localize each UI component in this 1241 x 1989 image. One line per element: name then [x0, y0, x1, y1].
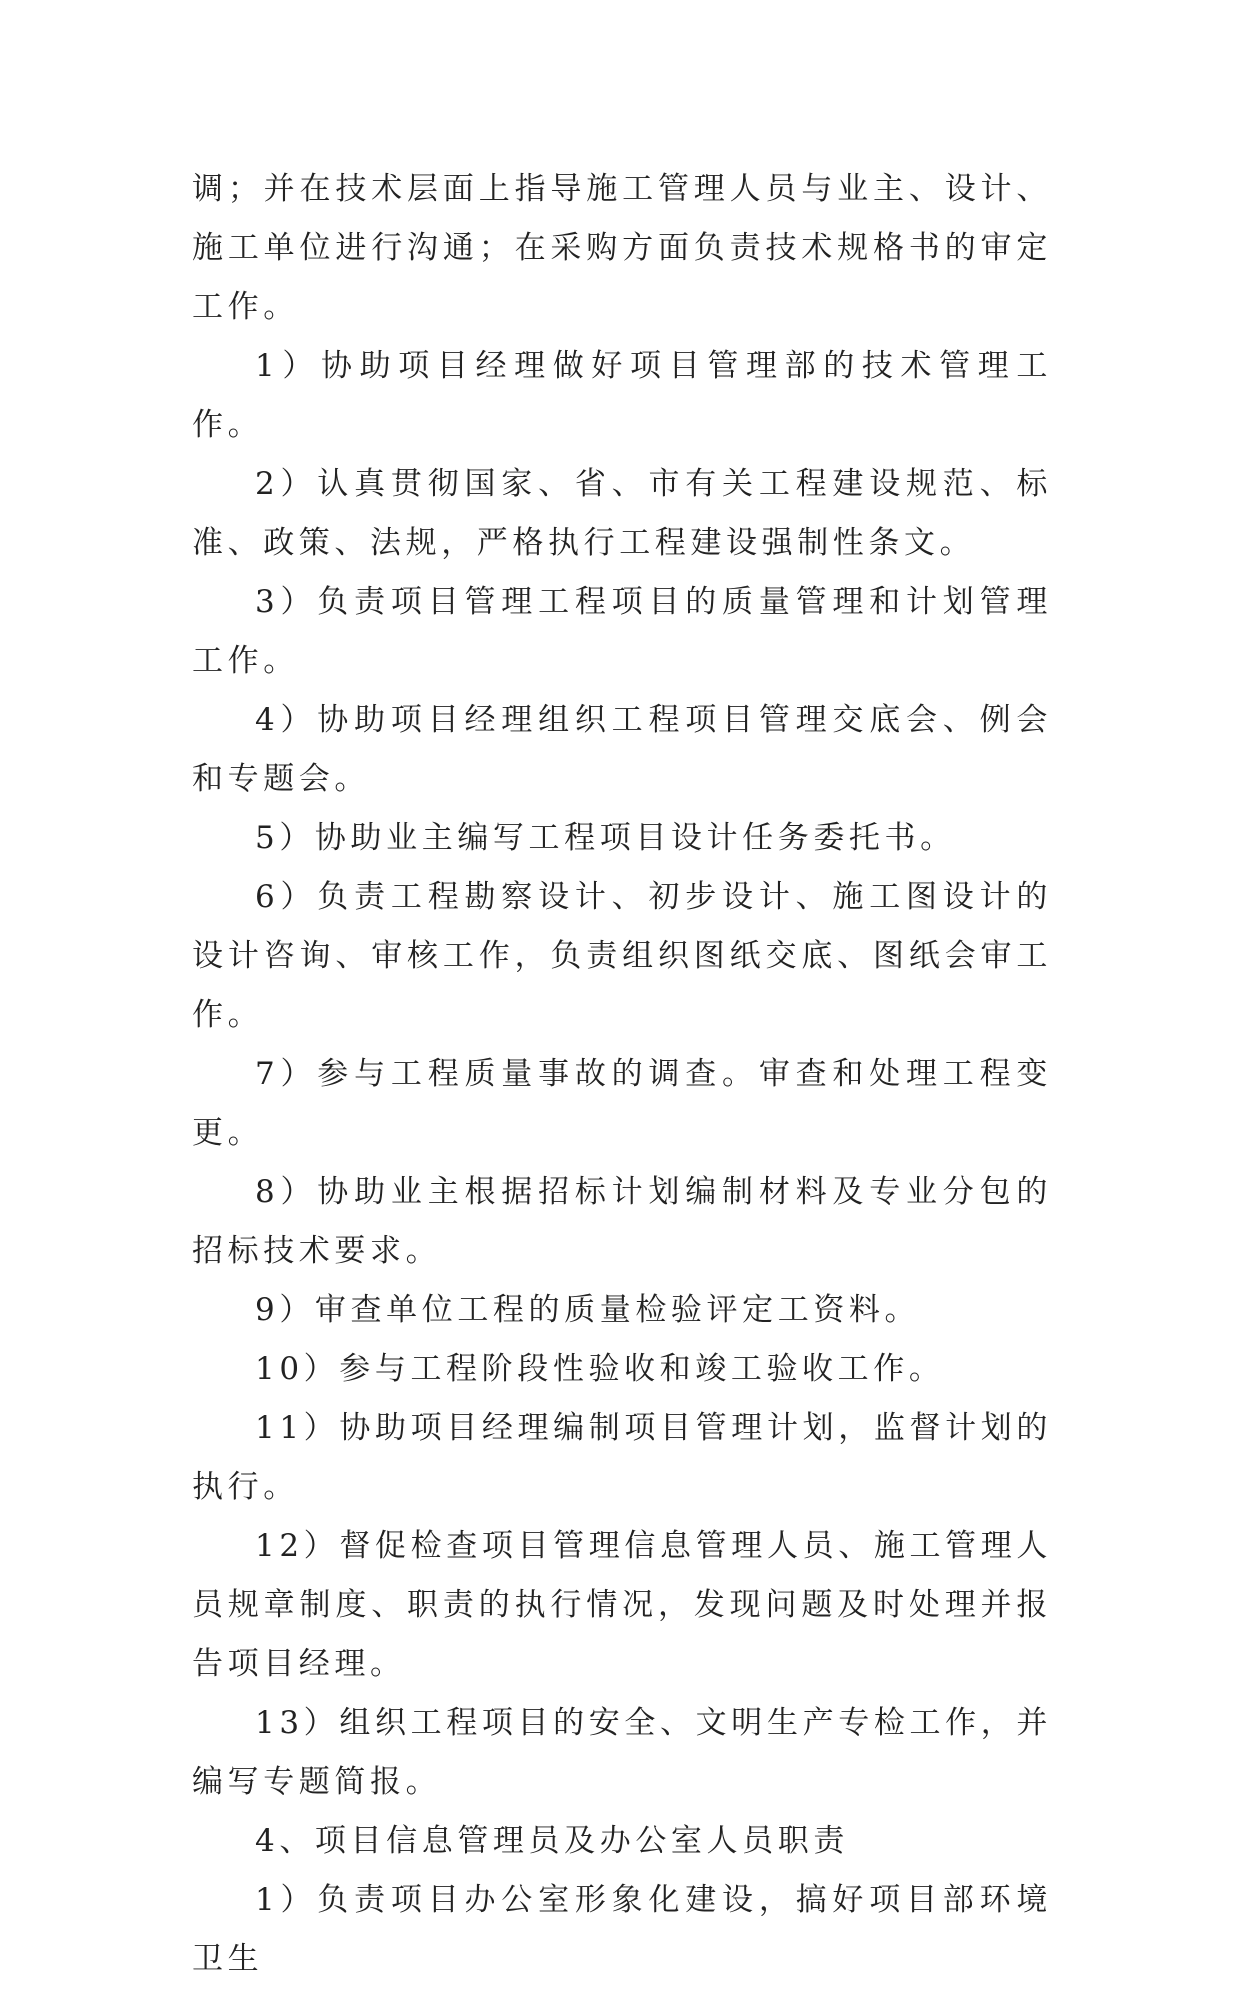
paragraph-item-2: 2）认真贯彻国家、省、市有关工程建设规范、标准、政策、法规，严格执行工程建设强制性条文。 — [192, 466, 1052, 561]
paragraph-item-4: 4）协助项目经理组织工程项目管理交底会、例会和专题会。 — [192, 702, 1052, 797]
paragraph-item-10: 10）参与工程阶段性验收和竣工验收工作。 — [255, 1351, 945, 1387]
paragraph-item-5: 5）协助业主编写工程项目设计任务委托书。 — [255, 820, 956, 856]
paragraph-item-9: 9）审查单位工程的质量检验评定工资料。 — [255, 1292, 921, 1328]
paragraph-section-item-1: 1）负责项目办公室形象化建设，搞好项目部环境卫生 — [192, 1882, 1052, 1977]
paragraph-item-6: 6）负责工程勘察设计、初步设计、施工图设计的设计咨询、审核工作，负责组织图纸交底、图纸会审工作。 — [192, 879, 1052, 1033]
paragraph-item-12: 12）督促检查项目管理信息管理人员、施工管理人员规章制度、职责的执行情况，发现问题及时处理并报告项目经理。 — [192, 1528, 1052, 1682]
paragraph-continuation: 调；并在技术层面上指导施工管理人员与业主、设计、施工单位进行沟通；在采购方面负责技术规格书的审定工作。 — [192, 171, 1052, 325]
paragraph-item-1: 1）协助项目经理做好项目管理部的技术管理工作。 — [192, 348, 1052, 443]
paragraph-item-13: 13）组织工程项目的安全、文明生产专检工作，并编写专题简报。 — [192, 1705, 1052, 1800]
paragraph-item-3: 3）负责项目管理工程项目的质量管理和计划管理工作。 — [192, 584, 1052, 679]
paragraph-item-11: 11）协助项目经理编制项目管理计划，监督计划的执行。 — [192, 1410, 1052, 1505]
document-body — [192, 160, 1052, 1989]
paragraph-item-8: 8）协助业主根据招标计划编制材料及专业分包的招标技术要求。 — [192, 1174, 1052, 1269]
paragraph-item-7: 7）参与工程质量事故的调查。审查和处理工程变更。 — [192, 1056, 1052, 1151]
section-heading: 4、项目信息管理员及办公室人员职责 — [255, 1823, 849, 1859]
